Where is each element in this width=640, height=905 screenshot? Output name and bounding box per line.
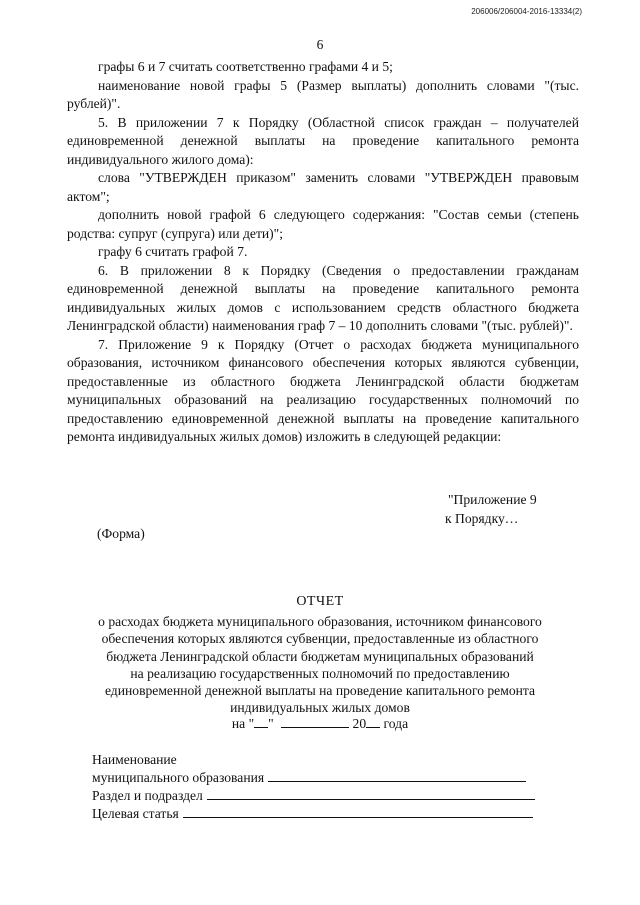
report-subtitle [70, 613, 570, 717]
appendix-ref-line: к Порядку… [445, 511, 519, 526]
month-blank[interactable] [281, 716, 349, 728]
paragraph: 6. В приложении 8 к Порядку (Сведения о предоставлении гражданам единовременной денежной выплаты на проведение капитального ремонта индивидуальных жилых домов с использованием средств областного бюджета Ленинградской области) наименования граф 7 – 10 дополнить словами "(тыс. рублей)". [67, 262, 579, 333]
subtitle-line: на реализацию государственных полномочий по предоставлению [130, 665, 510, 681]
appendix-reference [445, 490, 537, 528]
paragraph: 7. Приложение 9 к Порядку (Отчет о расходах бюджета муниципального образования, источником финансового обеспечения которых являются субвенции, предоставленные из областного бюджета Ленинградской области бюджетам муниципальных образований на реализацию государственных полномочий по предоставлению единовременной денежной выплаты на проведение капитального ремонта индивидуальных жилых домов) изложить в следующей редакции: [67, 336, 579, 444]
field-label-target: Целевая статья [92, 806, 179, 821]
document-body [67, 58, 579, 447]
date-suffix: года [380, 716, 409, 731]
section-input-line[interactable] [207, 788, 535, 800]
target-input-line[interactable] [183, 806, 533, 818]
subtitle-line: единовременной денежной выплаты на проведение капитального ремонта [104, 683, 536, 699]
field-row-target [92, 805, 535, 823]
field-label-name: Наименование [92, 752, 177, 767]
date-quote-close: " [268, 716, 274, 731]
subtitle-line: о расходах бюджета муниципального образования, источником финансового [98, 614, 542, 629]
field-row-section [92, 787, 535, 805]
field-row-name-heading [92, 751, 535, 769]
field-label-section: Раздел и подраздел [92, 788, 203, 803]
report-date-line [0, 716, 640, 732]
paragraph: наименование новой графы 5 (Размер выплаты) дополнить словами "(тыс. рублей)". [67, 77, 579, 111]
paragraph: графы 6 и 7 считать соответственно графами 4 и 5; [98, 59, 393, 74]
appendix-ref-line: "Приложение 9 [448, 492, 537, 507]
paragraph: слова "УТВЕРЖДЕН приказом" заменить словами "УТВЕРЖДЕН правовым актом"; [67, 170, 579, 204]
paragraph: дополнить новой графой 6 следующего содержания: "Состав семьи (степень родства: супруг (супруга) или дети)"; [67, 207, 579, 241]
paragraph: 5. В приложении 7 к Порядку (Областной список граждан – получателей единовременной денежной выплаты на проведение капитального ремонта индивидуального жилого дома): [67, 114, 579, 167]
subtitle-line: обеспечения которых являются субвенции, предоставленные из областного [101, 631, 539, 647]
field-label-municipality: муниципального образования [92, 770, 265, 785]
paragraph: графу 6 считать графой 7. [98, 244, 248, 259]
day-blank[interactable] [254, 716, 268, 728]
report-title: ОТЧЕТ [296, 594, 344, 609]
year-prefix: 20 [352, 716, 367, 731]
year-blank[interactable] [366, 716, 380, 728]
subtitle-line: индивидуальных жилых домов [230, 700, 410, 716]
report-fields [92, 751, 535, 823]
subtitle-line: бюджета Ленинградской области бюджетам муниципальных образований [106, 648, 534, 664]
date-prefix: на " [231, 716, 255, 731]
page-number: 6 [316, 37, 324, 52]
municipality-input-line[interactable] [268, 770, 526, 782]
document-code: 206006/206004-2016-13334(2) [471, 7, 582, 16]
form-label: (Форма) [97, 526, 145, 541]
field-row-municipality [92, 769, 535, 787]
